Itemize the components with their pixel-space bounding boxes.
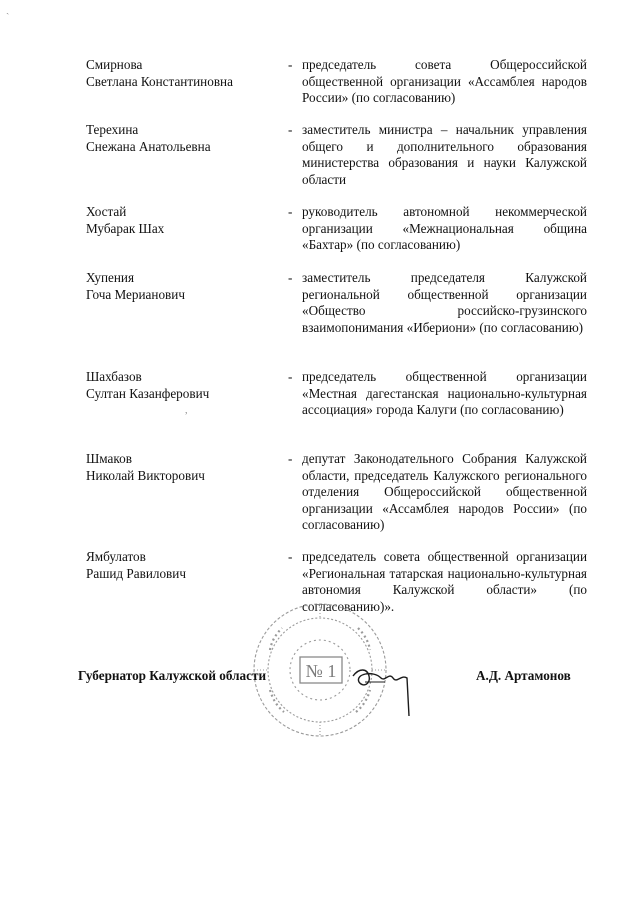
member-role: руководитель автономной некоммерческой организации «Межнациональная община «Бахтар» (по согласованию)	[302, 204, 587, 252]
seal-number: № 1	[305, 661, 337, 681]
member-role: председатель общественной организации «Местная дагестанская национально-культурная ассоциация» города Калуги (по согласованию)	[302, 369, 587, 417]
member-given-names: Николай Викторович	[86, 467, 205, 483]
member-given-names: Снежана Анатольевна	[86, 138, 211, 154]
member-surname: Ямбулатов	[86, 549, 146, 564]
dash: -	[288, 451, 293, 466]
member-surname: Хостай	[86, 204, 127, 219]
handwritten-signature	[345, 650, 425, 720]
member-name	[86, 270, 276, 303]
governor-name: А.Д. Артамонов	[476, 668, 571, 683]
member-name	[86, 369, 276, 402]
dash: -	[288, 549, 293, 564]
dash: -	[288, 57, 293, 72]
member-role: председатель совета общественной организации «Региональная татарская национально-культурная автономия Калужской области» (по согласованию)».	[302, 549, 587, 614]
member-given-names: Мубарак Шах	[86, 220, 165, 236]
member-given-names: Рашид Равилович	[86, 565, 186, 581]
member-name	[86, 122, 276, 155]
member-surname: Шмаков	[86, 451, 132, 466]
dash: -	[288, 270, 293, 285]
member-name	[86, 451, 276, 484]
member-surname: Шахбазов	[86, 369, 142, 384]
scan-mark: ,	[185, 405, 188, 416]
member-given-names: Светлана Константиновна	[86, 73, 233, 89]
member-name	[86, 549, 276, 582]
governor-title: Губернатор Калужской области	[78, 668, 267, 683]
member-surname: Смирнова	[86, 57, 143, 72]
member-role: депутат Законодательного Собрания Калужской области, председатель Калужского регионального отделения Общероссийской общественной организации «Ассамблея народов России» (по согласованию)	[302, 451, 587, 532]
member-surname: Терехина	[86, 122, 139, 137]
dash: -	[288, 369, 293, 384]
member-role: заместитель председателя Калужской региональной общественной организации «Общество российско-грузинского взаимопонимания «Ибериони» (по согласованию)	[302, 270, 587, 335]
member-given-names: Гоча Мерианович	[86, 286, 185, 302]
member-name	[86, 204, 276, 237]
scan-mark: ˎ	[6, 4, 10, 15]
member-surname: Хупения	[86, 270, 135, 285]
dash: -	[288, 204, 293, 219]
member-role: председатель совета Общероссийской общественной организации «Ассамблея народов России» (по согласованию)	[302, 57, 587, 105]
member-role: заместитель министра – начальник управления общего и дополнительного образования министерства образования и науки Калужской области	[302, 122, 587, 187]
dash: -	[288, 122, 293, 137]
member-given-names: Султан Казанферович	[86, 385, 210, 401]
member-name	[86, 57, 276, 90]
signature-stroke	[353, 670, 409, 716]
